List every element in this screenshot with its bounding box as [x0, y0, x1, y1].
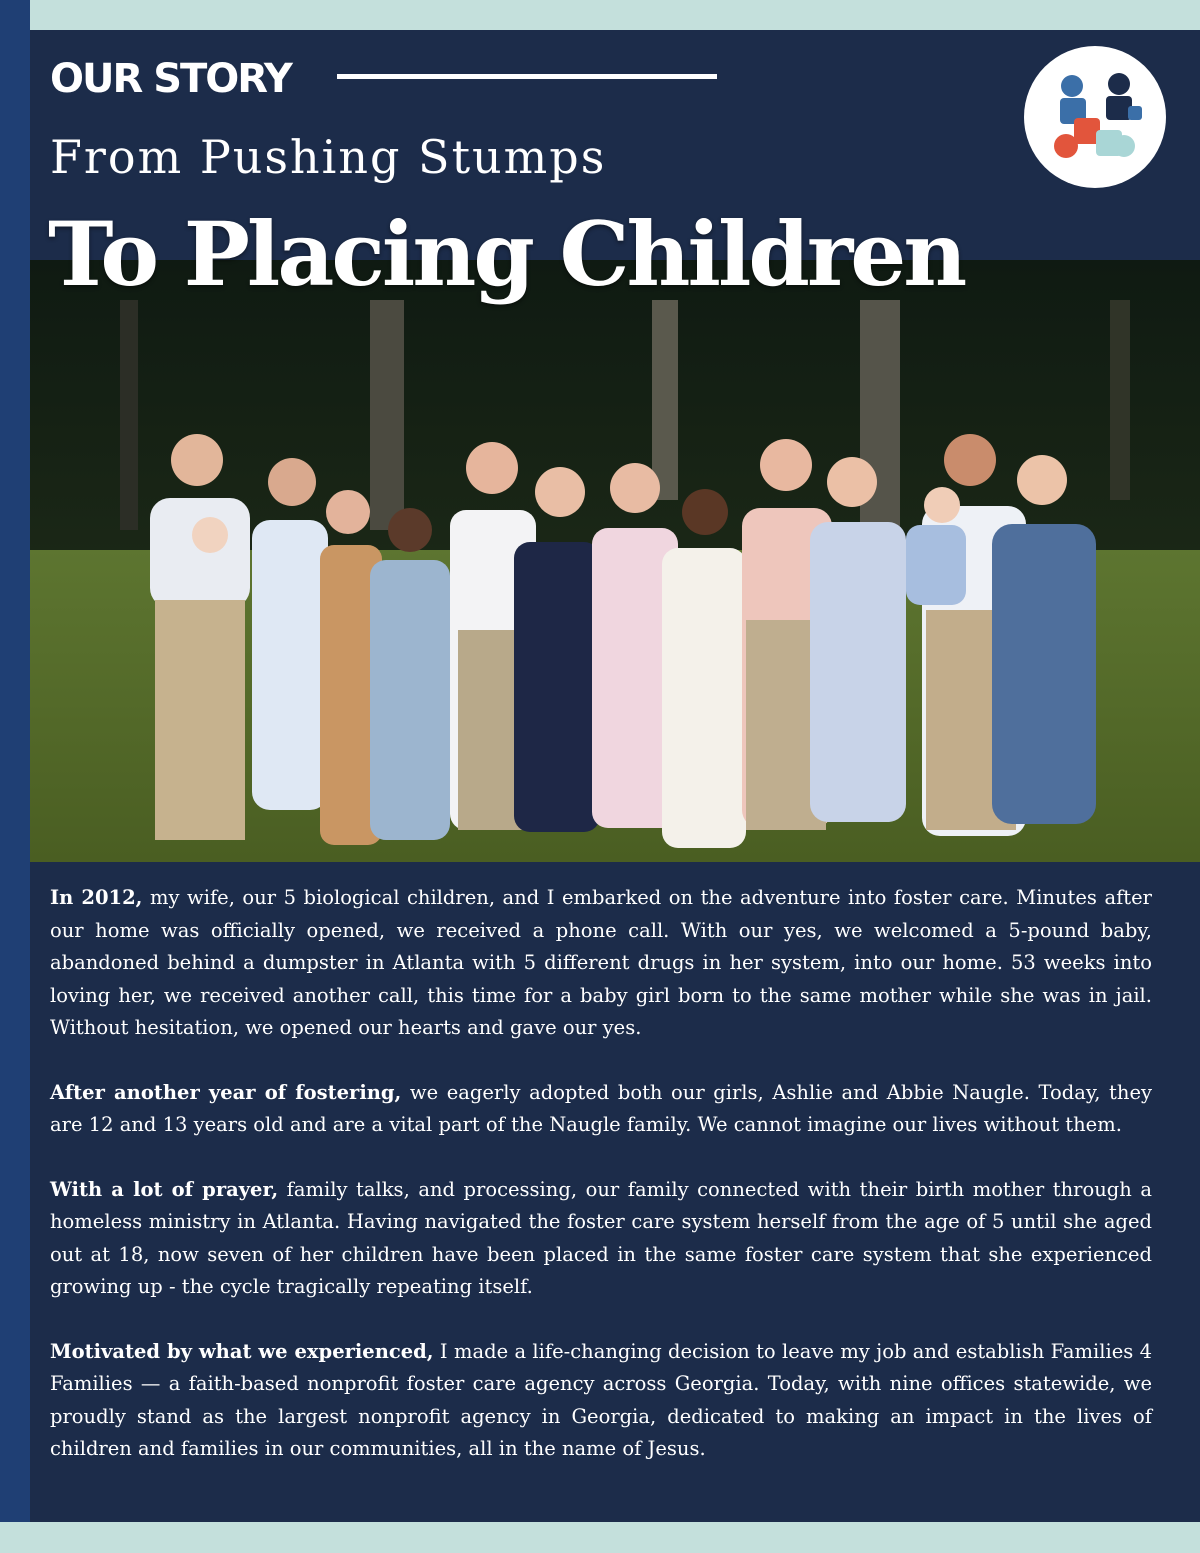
family-photo [30, 260, 1200, 862]
top-margin-strip [0, 0, 1200, 30]
bottom-margin-strip [0, 1522, 1200, 1553]
paragraph-text: I made a life-changing decision to leave my job and establish Families 4 Families — a faith-based nonprofit foster care agency across Georgia. Today, with nine offices statewide, we proudly stand as the largest nonprofit agency in Georgia, dedicated to making an impact in the lives of children and families in our communities, all in the name of Jesus. [50, 1339, 1153, 1460]
page-subtitle: From Pushing Stumps [50, 130, 607, 184]
story-panel [30, 30, 1200, 1522]
paragraph-text: we eagerly adopted both our girls, Ashlie and Abbie Naugle. Today, they are 12 and 13 years old and are a vital part of the Naugle family. We cannot imagine our lives without them. [50, 1080, 1152, 1136]
family-photo-illustration [30, 260, 1200, 862]
paragraph-lead: With a lot of prayer, [50, 1177, 279, 1201]
left-accent-bar [0, 0, 30, 1522]
paragraph-text: family talks, and processing, our family connected with their birth mother through a homeless ministry in Atlanta. Having navigated the foster care system herself from the age of 5 until she aged out at 18, now seven of her children have been placed in the same foster care system that she experienced growing up - the cycle tragically repeating itself. [50, 1177, 1152, 1298]
puzzle-people-logo-icon [1024, 46, 1166, 188]
story-paragraph-2 [50, 1077, 1152, 1142]
story-paragraph-3 [50, 1174, 1152, 1304]
paragraph-lead: Motivated by what we experienced, [50, 1339, 434, 1363]
story-paragraph-1 [50, 882, 1152, 1045]
eyebrow-rule-divider [337, 74, 717, 79]
story-body [50, 882, 1152, 1498]
paragraph-text: my wife, our 5 biological children, and I embarked on the adventure into foster care. Minutes after our home was officially opened, we received a phone call. With our yes, we welcomed a 5-pound baby, abandoned behind a dumpster in Atlanta with 5 different drugs in her system, into our home. 53 weeks into loving her, we received another call, this time for a baby girl born to the same mother while she was in jail. Without hesitation, we opened our hearts and gave our yes. [50, 886, 1152, 1039]
section-eyebrow: OUR STORY [50, 56, 291, 102]
paragraph-lead: In 2012, [50, 886, 143, 909]
page-title: To Placing Children [48, 202, 965, 306]
story-paragraph-4 [50, 1336, 1152, 1466]
paragraph-lead: After another year of fostering, [50, 1080, 402, 1104]
